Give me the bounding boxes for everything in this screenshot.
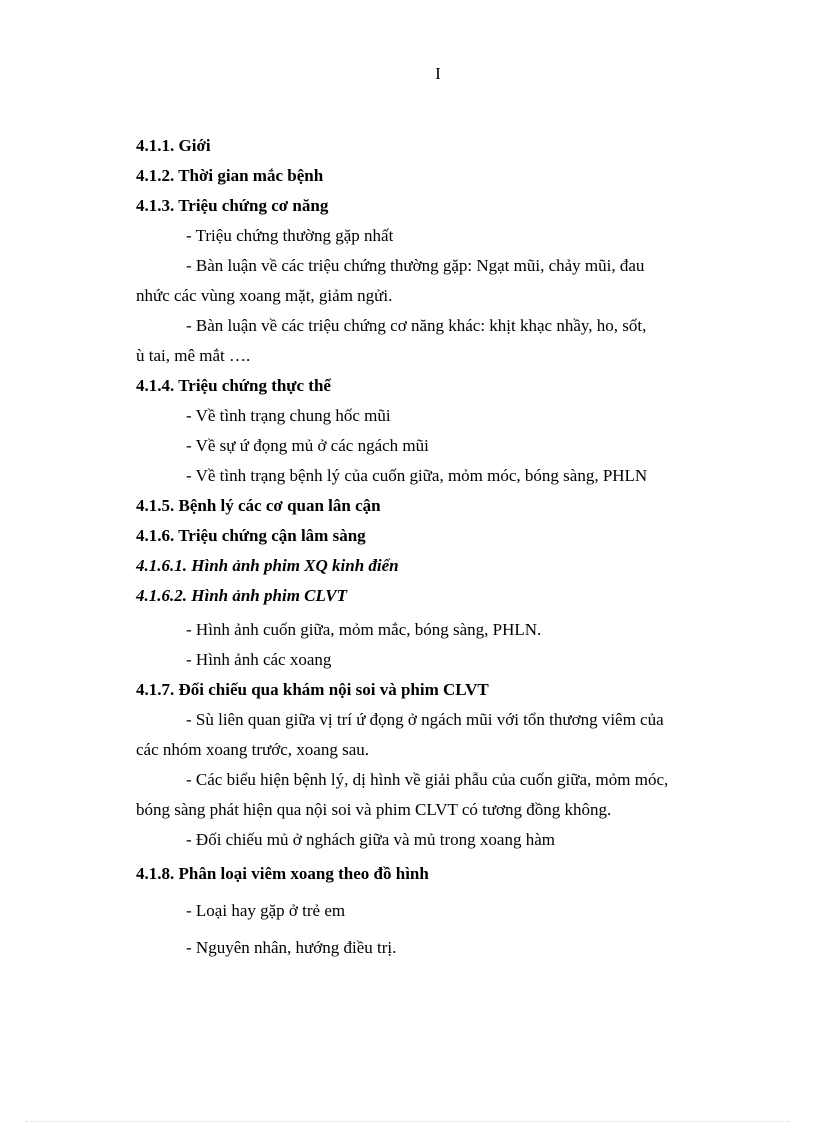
- section-heading: 4.1.8. Phân loại viêm xoang theo đồ hình: [136, 864, 429, 883]
- continuation-line: bóng sàng phát hiện qua nội soi và phim CLVT có tương đồng không.: [136, 800, 612, 819]
- continuation-line: nhức các vùng xoang mặt, giảm ngửi.: [136, 286, 393, 305]
- section-heading: 4.1.4. Triệu chứng thực thể: [136, 376, 331, 395]
- section-heading: 4.1.3. Triệu chứng cơ năng: [136, 196, 329, 215]
- bullet-line: - Bàn luận về các triệu chứng cơ năng khác: khịt khạc nhầy, ho, sốt,: [186, 316, 647, 335]
- bullet-line: - Hình ảnh cuốn giữa, mỏm mắc, bóng sàng, PHLN.: [186, 620, 542, 639]
- bullet-line: - Đối chiếu mủ ở nghách giữa và mủ trong xoang hàm: [186, 830, 555, 849]
- subsection-heading: 4.1.6.2. Hình ảnh phim CLVT: [136, 586, 347, 605]
- section-heading: 4.1.1. Giới: [136, 136, 211, 155]
- document-body: [136, 131, 736, 963]
- bullet-line: - Về tình trạng chung hốc mũi: [186, 406, 391, 425]
- subsection-heading: 4.1.6.1. Hình ảnh phim XQ kinh điển: [136, 556, 399, 575]
- bullet-line: - Hình ảnh các xoang: [186, 650, 332, 669]
- bullet-line: - Nguyên nhân, hướng điều trị.: [186, 938, 397, 957]
- bullet-line: - Sù liên quan giữa vị trí ứ đọng ở ngách mũi với tổn thương viêm của: [186, 710, 664, 729]
- bullet-line: - Loại hay gặp ở trẻ em: [186, 901, 346, 920]
- bullet-line: - Về sự ứ đọng mủ ở các ngách mũi: [186, 436, 429, 455]
- section-heading: 4.1.2. Thời gian mắc bệnh: [136, 166, 324, 185]
- section-heading: 4.1.5. Bệnh lý các cơ quan lân cận: [136, 496, 381, 515]
- page-bottom-rule: [26, 1121, 790, 1122]
- continuation-line: các nhóm xoang trước, xoang sau.: [136, 740, 369, 759]
- bullet-line: - Bàn luận về các triệu chứng thường gặp: Ngạt mũi, chảy mũi, đau: [186, 256, 645, 275]
- bullet-line: - Các biểu hiện bệnh lý, dị hình về giải phẫu của cuốn giữa, mỏm móc,: [186, 770, 669, 789]
- page-number: I: [435, 64, 441, 83]
- section-heading: 4.1.6. Triệu chứng cận lâm sàng: [136, 526, 366, 545]
- section-heading: 4.1.7. Đối chiếu qua khám nội soi và phim CLVT: [136, 680, 489, 699]
- bullet-line: - Về tình trạng bệnh lý của cuốn giữa, mỏm móc, bóng sàng, PHLN: [186, 466, 648, 485]
- bullet-line: - Triệu chứng thường gặp nhất: [186, 226, 394, 245]
- continuation-line: ù tai, mê mắt ….: [136, 346, 251, 365]
